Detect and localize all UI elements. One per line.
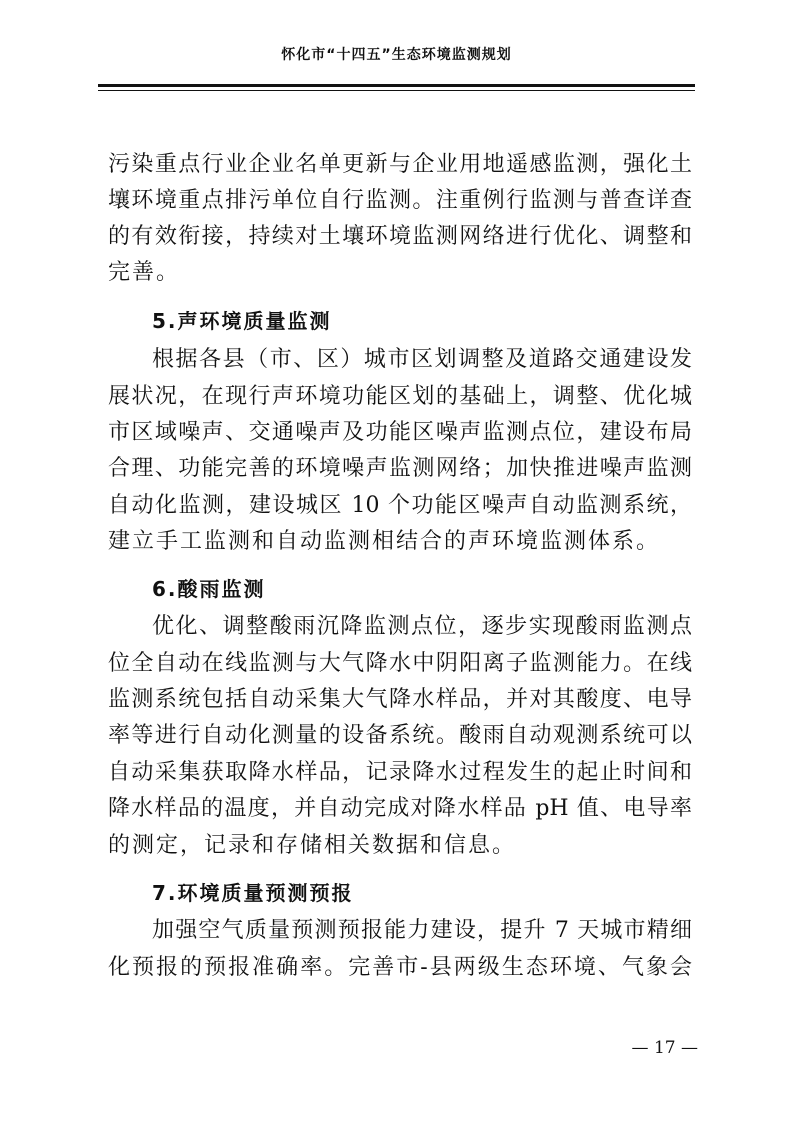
body-line: 自动化监测，建设城区 10 个功能区噪声自动监测系统， [108, 493, 692, 518]
header-rule-thick [98, 84, 695, 87]
running-header-title: 怀化市“十四五”生态环境监测规划 [281, 47, 512, 63]
body-line: 的测定，记录和存储相关数据和信息。 [108, 833, 517, 858]
body-line: 污染重点行业企业名单更新与企业用地遥感监测，强化土 [108, 152, 692, 177]
section-heading: 7.环境质量预测预报 [152, 881, 354, 905]
body-line: 降水样品的温度，并自动完成对降水样品 pH 值、电导率 [108, 796, 692, 821]
body-line: 的有效衔接，持续对土壤环境监测网络进行优化、调整和 [108, 224, 692, 249]
body-line: 建立手工监测和自动监测相结合的声环境监测体系。 [108, 529, 661, 554]
section-heading: 6.酸雨监测 [152, 577, 266, 601]
body-line: 加强空气质量预测预报能力建设，提升 7 天城市精细 [152, 918, 692, 943]
body-line: 展状况，在现行声环境功能区划的基础上，调整、优化城 [108, 384, 692, 409]
body-line: 自动采集获取降水样品，记录降水过程发生的起止时间和 [108, 760, 692, 785]
body-line: 根据各县（市、区）城市区划调整及道路交通建设发 [152, 347, 692, 372]
section-heading: 5.声环境质量监测 [152, 309, 332, 333]
body-line: 市区域噪声、交通噪声及功能区噪声监测点位，建设布局 [108, 420, 692, 445]
header-rule-thin [98, 90, 695, 91]
body-line: 位全自动在线监测与大气降水中阴阳离子监测能力。在线 [108, 651, 692, 676]
body-line: 率等进行自动化测量的设备系统。酸雨自动观测系统可以 [108, 723, 692, 748]
body-line: 监测系统包括自动采集大气降水样品，并对其酸度、电导 [108, 687, 692, 712]
body-line: 合理、功能完善的环境噪声监测网络；加快推进噪声监测 [108, 456, 692, 481]
body-line: 化预报的预报准确率。完善市-县两级生态环境、气象会 [108, 955, 692, 980]
body-line: 优化、调整酸雨沉降监测点位，逐步实现酸雨监测点 [152, 614, 692, 639]
body-line: 壤环境重点排污单位自行监测。注重例行监测与普查详查 [108, 188, 692, 213]
body-line: 完善。 [108, 260, 181, 285]
page-number: — 17 — [631, 1038, 698, 1058]
